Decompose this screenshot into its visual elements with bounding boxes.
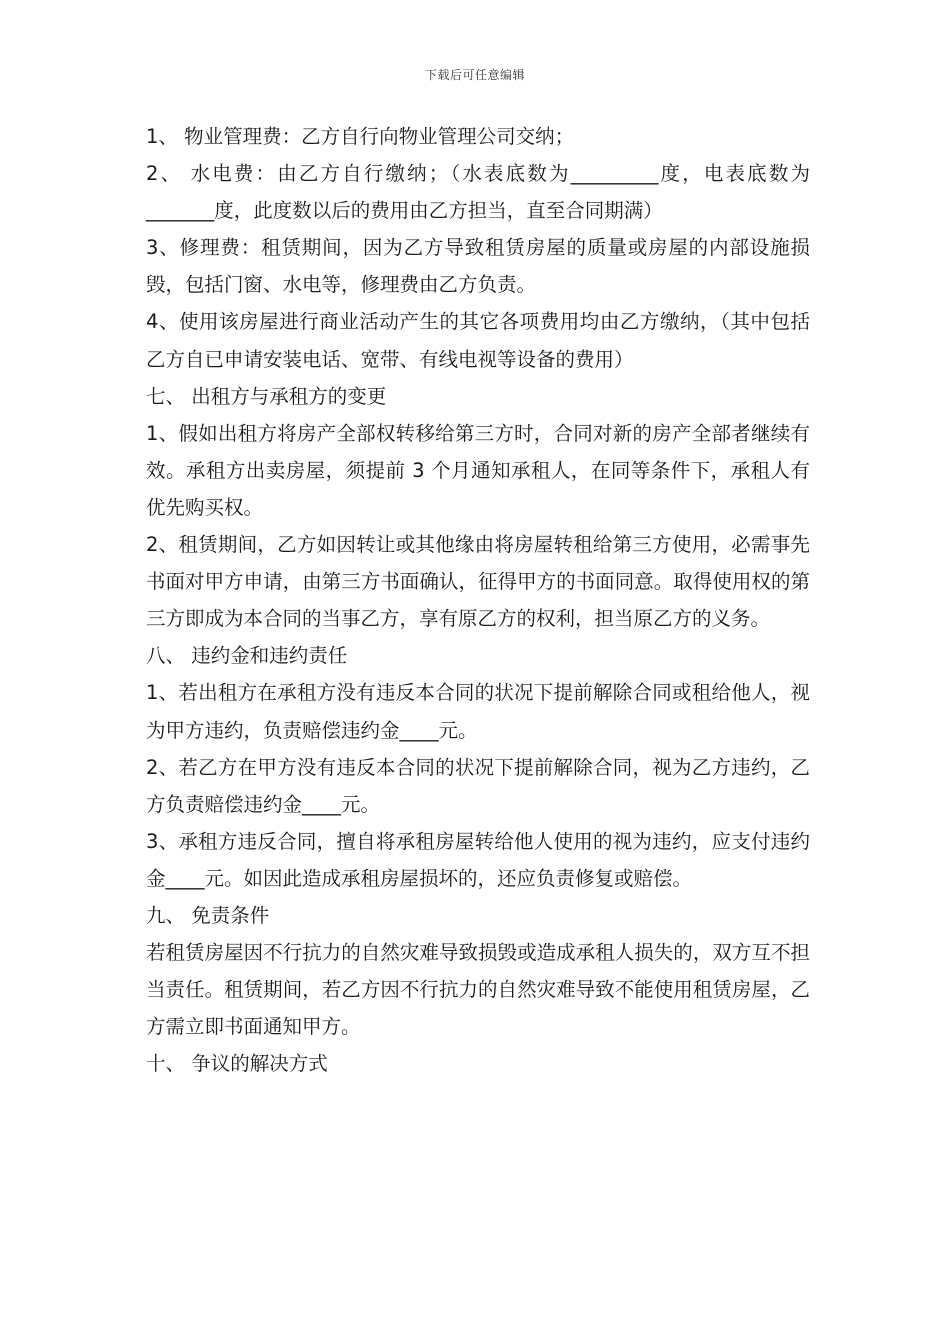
- clause-ownership-transfer: 1、假如出租方将房产全部权转移给第三方时，合同对新的房产全部者继续有效。承租方出卖房屋，须提前 3 个月通知承租人，在同等条件下，承租人有优先购买权。: [146, 421, 810, 519]
- clause-other-fees: 4、使用该房屋进行商业活动产生的其它各项费用均由乙方缴纳，（其中包括乙方自已申请安装电话、宽带、有线电视等设备的费用）: [146, 310, 810, 371]
- clause-property-fee: 1、 物业管理费：乙方自行向物业管理公司交纳；: [146, 125, 575, 148]
- section-heading-7: 七、 出租方与承租方的变更: [146, 384, 387, 408]
- document-body: [146, 118, 810, 1082]
- section-heading-8: 八、 违约金和违约责任: [146, 644, 348, 668]
- clause-lessee-breach: 2、若乙方在甲方没有违反本合同的状况下提前解除合同，视为乙方违约，乙方负责赔偿违约金____元。: [146, 755, 810, 816]
- clause-utility-fee: 2、 水电费：由乙方自行缴纳；（水表底数为_________度，电表底数为_______度，此度数以后的费用由乙方担当，直至合同期满）: [146, 162, 810, 223]
- section-heading-10: 十、 争议的解决方式: [146, 1052, 328, 1076]
- section-heading-9: 九、 免责条件: [146, 903, 270, 927]
- clause-repair-fee: 3、修理费：租赁期间，因为乙方导致租赁房屋的质量或房屋的内部设施损毁，包括门窗、水电等，修理费由乙方负责。: [146, 236, 810, 297]
- clause-force-majeure: 若租赁房屋因不行抗力的自然灾难导致损毁或造成承租人损失的，双方互不担当责任。租赁期间，若乙方因不行抗力的自然灾难导致不能使用租赁房屋，乙方需立即书面通知甲方。: [146, 941, 810, 1039]
- clause-lessor-breach: 1、若出租方在承租方没有违反本合同的状况下提前解除合同或租给他人，视为甲方违约，负责赔偿违约金____元。: [146, 681, 810, 742]
- page-header: 下载后可任意编辑: [424, 68, 525, 82]
- clause-sublease: 2、租赁期间，乙方如因转让或其他缘由将房屋转租给第三方使用，必需事先书面对甲方申请，由第三方书面确认，征得甲方的书面同意。取得使用权的第三方即成为本合同的当事乙方，享有原乙方的权利，担当原乙方的义务。: [146, 533, 810, 631]
- clause-unauthorized-transfer: 3、承租方违反合同，擅自将承租房屋转给他人使用的视为违约，应支付违约金____元。如因此造成承租房屋损坏的，还应负责修复或赔偿。: [146, 829, 810, 890]
